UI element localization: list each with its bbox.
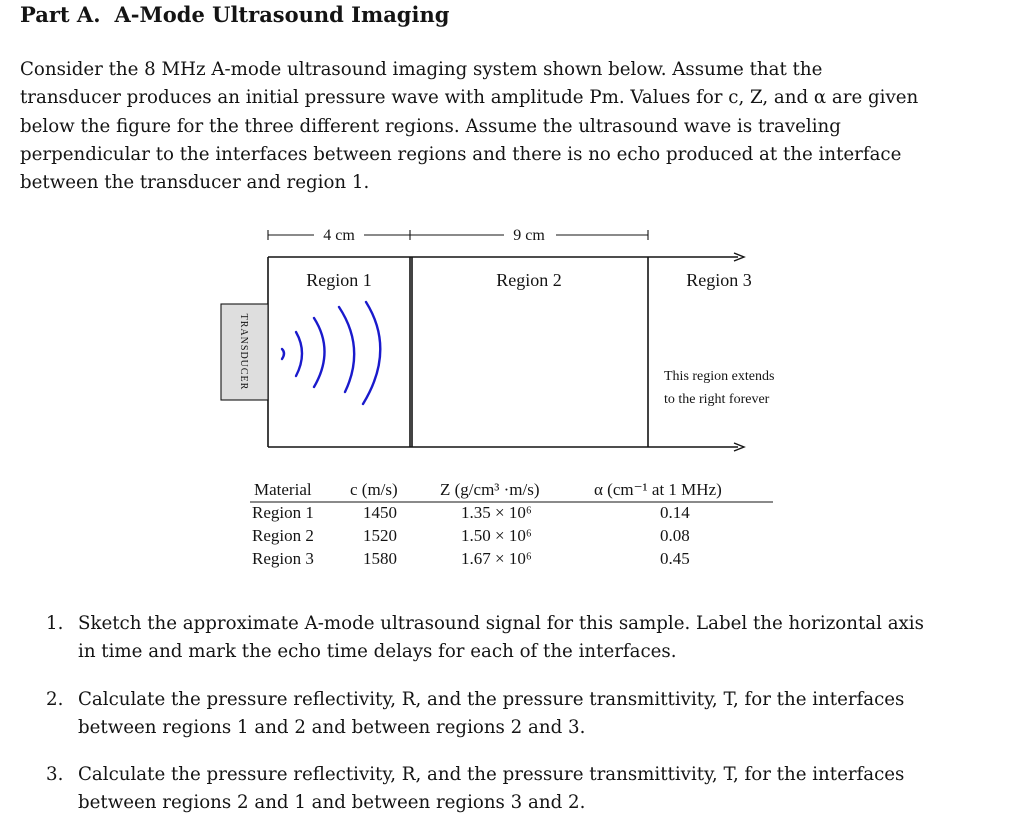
part-heading	[20, 2, 449, 27]
table-cell-speed: 1520	[363, 526, 397, 545]
question-number: 1.	[46, 613, 64, 634]
wave-arc-3-icon	[314, 318, 325, 387]
table-cell-speed: 1450	[363, 503, 397, 522]
question-line: Calculate the pressure reflectivity, R, and the pressure transmittivity, T, for the interfaces	[78, 764, 905, 786]
table-cell-impedance: 1.50 × 10⁶	[461, 526, 532, 545]
intro-line: transducer produces an initial pressure wave with amplitude Pm. Values for c, Z, and α are given	[20, 87, 919, 109]
part-label: Part A.	[20, 2, 101, 27]
wave-arc-5-icon	[363, 302, 380, 404]
question-list	[46, 610, 1016, 837]
table-header-impedance: Z (g/cm³ ·m/s)	[440, 480, 540, 499]
ultrasound-system-figure	[0, 215, 1024, 580]
question-number: 2.	[46, 688, 64, 710]
intro-line: between the transducer and region 1.	[20, 172, 370, 194]
question-line: in time and mark the echo time delays for each of the interfaces.	[78, 641, 677, 663]
problem-statement	[20, 56, 1010, 197]
table-cell-impedance: 1.35 × 10⁶	[461, 503, 532, 522]
table-cell-speed: 1580	[363, 549, 397, 568]
region2-label: Region 2	[496, 270, 562, 290]
table-cell-material: Region 2	[252, 526, 314, 545]
question-item	[46, 610, 1016, 667]
table-cell-impedance: 1.67 × 10⁶	[461, 549, 532, 568]
region3-note-line2: to the right forever	[664, 392, 770, 407]
table-cell-material: Region 3	[252, 549, 314, 568]
transducer-label: TRANSDUCER	[238, 313, 249, 391]
dim-label-region1: 4 cm	[323, 227, 355, 244]
region3-label: Region 3	[686, 270, 752, 290]
intro-line: Consider the 8 MHz A-mode ultrasound imaging system shown below. Assume that the	[20, 59, 823, 80]
question-number: 3.	[46, 764, 64, 786]
question-line: between regions 2 and 1 and between regions 3 and 2.	[78, 792, 586, 814]
intro-line: perpendicular to the interfaces between regions and there is no echo produced at the interface	[20, 143, 902, 165]
table-cell-attenuation: 0.14	[660, 503, 690, 522]
table-cell-attenuation: 0.08	[660, 526, 690, 545]
wave-arc-4-icon	[339, 307, 354, 392]
table-cell-material: Region 1	[252, 503, 314, 522]
table-header-attenuation: α (cm⁻¹ at 1 MHz)	[594, 480, 722, 499]
intro-line: below the figure for the three different regions. Assume the ultrasound wave is traveling	[20, 115, 841, 137]
dim-label-region2: 9 cm	[513, 227, 545, 244]
question-item	[46, 761, 1016, 818]
part-title: A-Mode Ultrasound Imaging	[114, 2, 450, 27]
region3-note-line1: This region extends	[664, 369, 775, 384]
table-cell-attenuation: 0.45	[660, 549, 690, 568]
question-line: between regions 1 and 2 and between regions 2 and 3.	[78, 716, 586, 738]
question-item	[46, 686, 1016, 743]
table-header-speed: c (m/s)	[350, 480, 398, 499]
material-table	[250, 480, 773, 568]
question-line: Sketch the approximate A-mode ultrasound signal for this sample. Label the horizontal axis	[78, 613, 924, 634]
region1-label: Region 1	[306, 270, 372, 290]
wave-arc-2-icon	[296, 332, 302, 376]
wave-arc-1-icon	[282, 349, 284, 359]
table-header-material: Material	[254, 480, 312, 499]
question-line: Calculate the pressure reflectivity, R, and the pressure transmittivity, T, for the interfaces	[78, 688, 905, 710]
